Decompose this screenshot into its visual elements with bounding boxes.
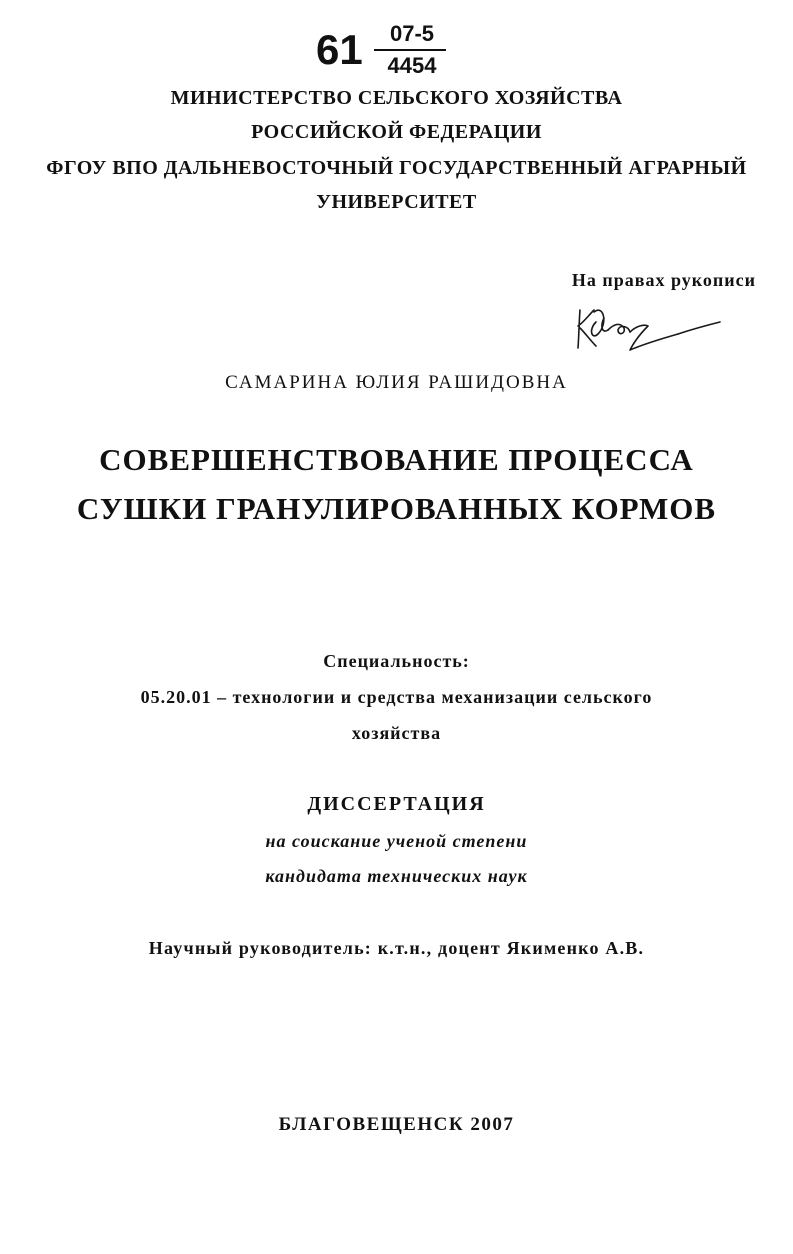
specialty-line-2: хозяйства bbox=[351, 723, 442, 743]
shelf-code-denominator: 4454 bbox=[387, 53, 437, 78]
thesis-title-line-2: СУШКИ ГРАНУЛИРОВАННЫХ КОРМОВ bbox=[76, 491, 717, 526]
scientific-supervisor: Научный руководитель: к.т.н., доцент Якименко А.В. bbox=[148, 938, 645, 958]
author-signature bbox=[574, 304, 724, 356]
shelf-code-fraction-bar bbox=[374, 49, 446, 51]
manuscript-rights-note: На правах рукописи bbox=[571, 270, 756, 290]
shelf-code-main: 61 bbox=[316, 26, 363, 73]
header-ministry-line-1: МИНИСТЕРСТВО СЕЛЬСКОГО ХОЗЯЙСТВА bbox=[170, 87, 623, 109]
dissertation-label: ДИССЕРТАЦИЯ bbox=[307, 793, 486, 815]
city-year: БЛАГОВЕЩЕНСК 2007 bbox=[278, 1114, 515, 1135]
header-university-line-1: ФГОУ ВПО ДАЛЬНЕВОСТОЧНЫЙ ГОСУДАРСТВЕННЫЙ АГРАРНЫЙ bbox=[46, 157, 747, 179]
header-ministry-line-2: РОССИЙСКОЙ ФЕДЕРАЦИИ bbox=[251, 121, 542, 143]
specialty-label: Специальность: bbox=[323, 651, 470, 671]
header-university-line-2: УНИВЕРСИТЕТ bbox=[316, 191, 477, 213]
degree-line-1: на соискание ученой степени bbox=[265, 831, 528, 851]
author-name: САМАРИНА ЮЛИЯ РАШИДОВНА bbox=[225, 372, 568, 393]
shelf-code-numerator: 07-5 bbox=[389, 21, 435, 46]
degree-line-2: кандидата технических наук bbox=[265, 866, 528, 886]
specialty-line-1: 05.20.01 – технологии и средства механизации сельского bbox=[140, 687, 653, 707]
thesis-title-line-1: СОВЕРШЕНСТВОВАНИЕ ПРОЦЕССА bbox=[99, 442, 694, 477]
